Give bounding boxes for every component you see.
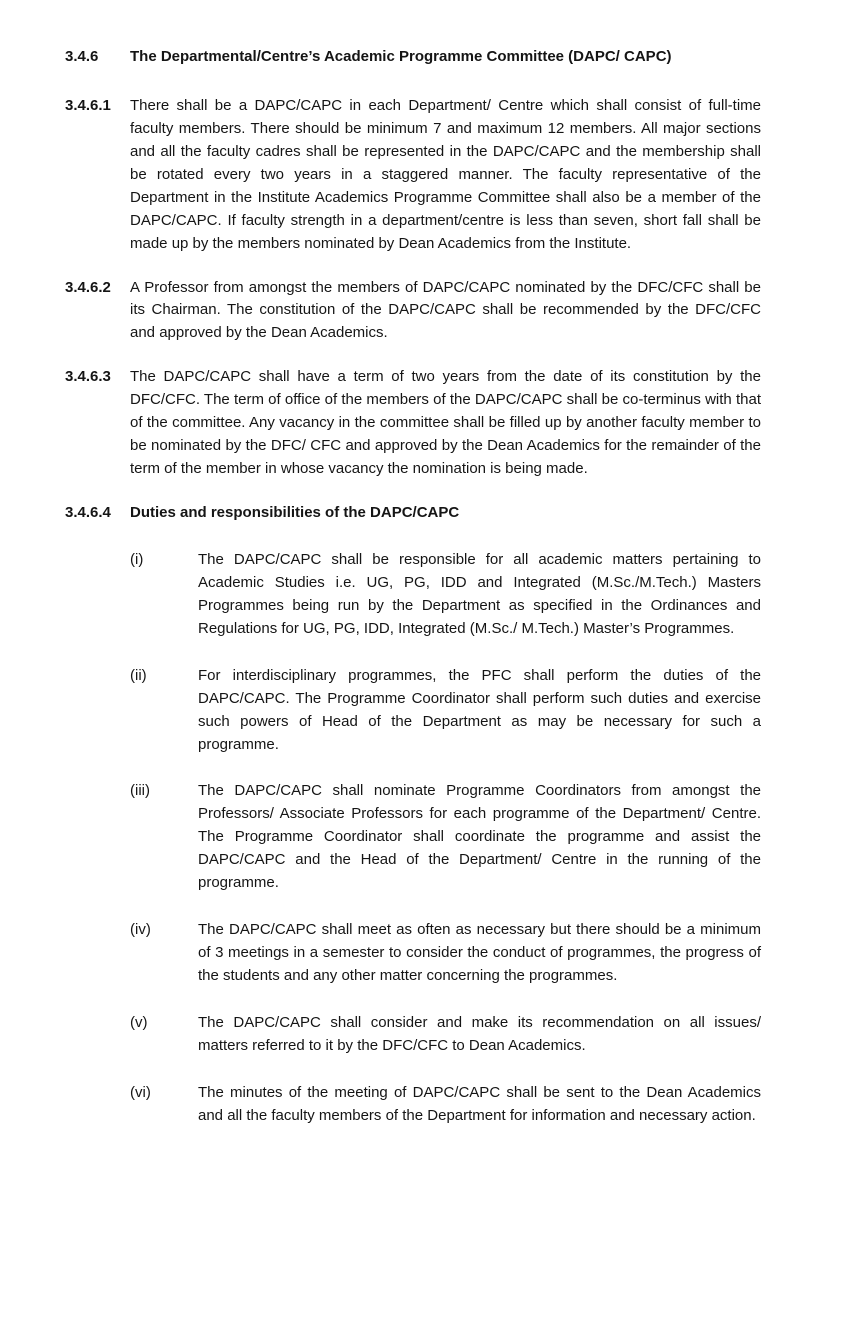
duty-item-iv [130,919,761,988]
clause-3-4-6-2 [65,277,761,346]
duty-item-v [130,1012,761,1058]
clause-3-4-6-1 [65,95,761,256]
clause-number: 3.4.6.3 [65,368,111,386]
duty-text: For interdisciplinary programmes, the PFC shall perform the duties of the DAPC/CAPC. The Programme Coordinator shall perform such duties and exercise such powers of Head of the Department as may be necessary for such a programme. [198,666,761,753]
duty-text: The minutes of the meeting of DAPC/CAPC shall be sent to the Dean Academics and all the faculty members of the Department for information and necessary action. [198,1083,761,1124]
clause-text: The DAPC/CAPC shall have a term of two years from the date of its constitution by the DFC/CFC. The term of office of the members of the DAPC/CAPC shall be co-terminus with that of the committee. Any vacancy in the committee shall be filled up by another faculty member to be nominated by the DFC/ CFC and approved by the Dean Academics for the remainder of the term of the member in whose vacancy the nomination is being made. [130,368,761,478]
duty-item-ii [130,665,761,757]
duty-item-i [130,549,761,641]
section-number: 3.4.6 [65,48,99,65]
duty-marker: (ii) [130,666,147,684]
clause-3-4-6-4 [65,502,761,525]
duty-marker: (i) [130,550,144,568]
duty-item-vi [130,1082,761,1128]
clause-text: There shall be a DAPC/CAPC in each Department/ Centre which shall consist of full-time faculty members. There should be minimum 7 and maximum 12 members. All major sections and all the faculty cadres shall be represented in the DAPC/CAPC and the membership shall be rotated every two years in a staggered manner. The faculty representative of the Department in the Institute Academics Programme Committee shall also be a member of the DAPC/CAPC. If faculty strength in a department/centre is less than seven, short fall shall be made up by the members nominated by Dean Academics from the Institute. [130,96,761,252]
clause-number: 3.4.6.2 [65,278,111,296]
clause-number: 3.4.6.1 [65,96,111,114]
duty-marker: (v) [130,1013,148,1031]
clause-text: Duties and responsibilities of the DAPC/CAPC [130,504,460,521]
duty-text: The DAPC/CAPC shall nominate Programme Coordinators from amongst the Professors/ Associate Professors for each programme of the Department/ Centre. The Programme Coordinator shall coordinate the programme and assist the DAPC/CAPC and the Head of the Department/ Centre in the running of the programme. [198,782,761,892]
section-heading [65,46,761,69]
clause-number: 3.4.6.4 [65,504,111,521]
duty-text: The DAPC/CAPC shall meet as often as necessary but there should be a minimum of 3 meetings in a semester to consider the conduct of programmes, the progress of the students and any other matter concerning the programmes. [198,921,761,984]
duty-marker: (iv) [130,921,151,939]
duty-text: The DAPC/CAPC shall consider and make its recommendation on all issues/ matters referred to it by the DFC/CFC to Dean Academics. [198,1013,761,1054]
duty-item-iii [130,780,761,895]
clause-text: A Professor from amongst the members of DAPC/CAPC nominated by the DFC/CFC shall be its Chairman. The constitution of the DAPC/CAPC shall be recommended by the DFC/CFC and approved by the Dean Academics. [130,278,761,342]
clause-3-4-6-3 [65,366,761,481]
duty-text: The DAPC/CAPC shall be responsible for all academic matters pertaining to Academic Studies i.e. UG, PG, IDD and Integrated (M.Sc./M.Tech.) Masters Programmes being run by the Department as specified in the Ordinances and Regulations for UG, PG, IDD, Integrated (M.Sc./ M.Tech.) Master’s Programmes. [198,550,761,637]
section-title: The Departmental/Centre’s Academic Programme Committee (DAPC/ CAPC) [130,48,672,65]
duty-marker: (vi) [130,1083,151,1101]
duty-marker: (iii) [130,782,150,800]
